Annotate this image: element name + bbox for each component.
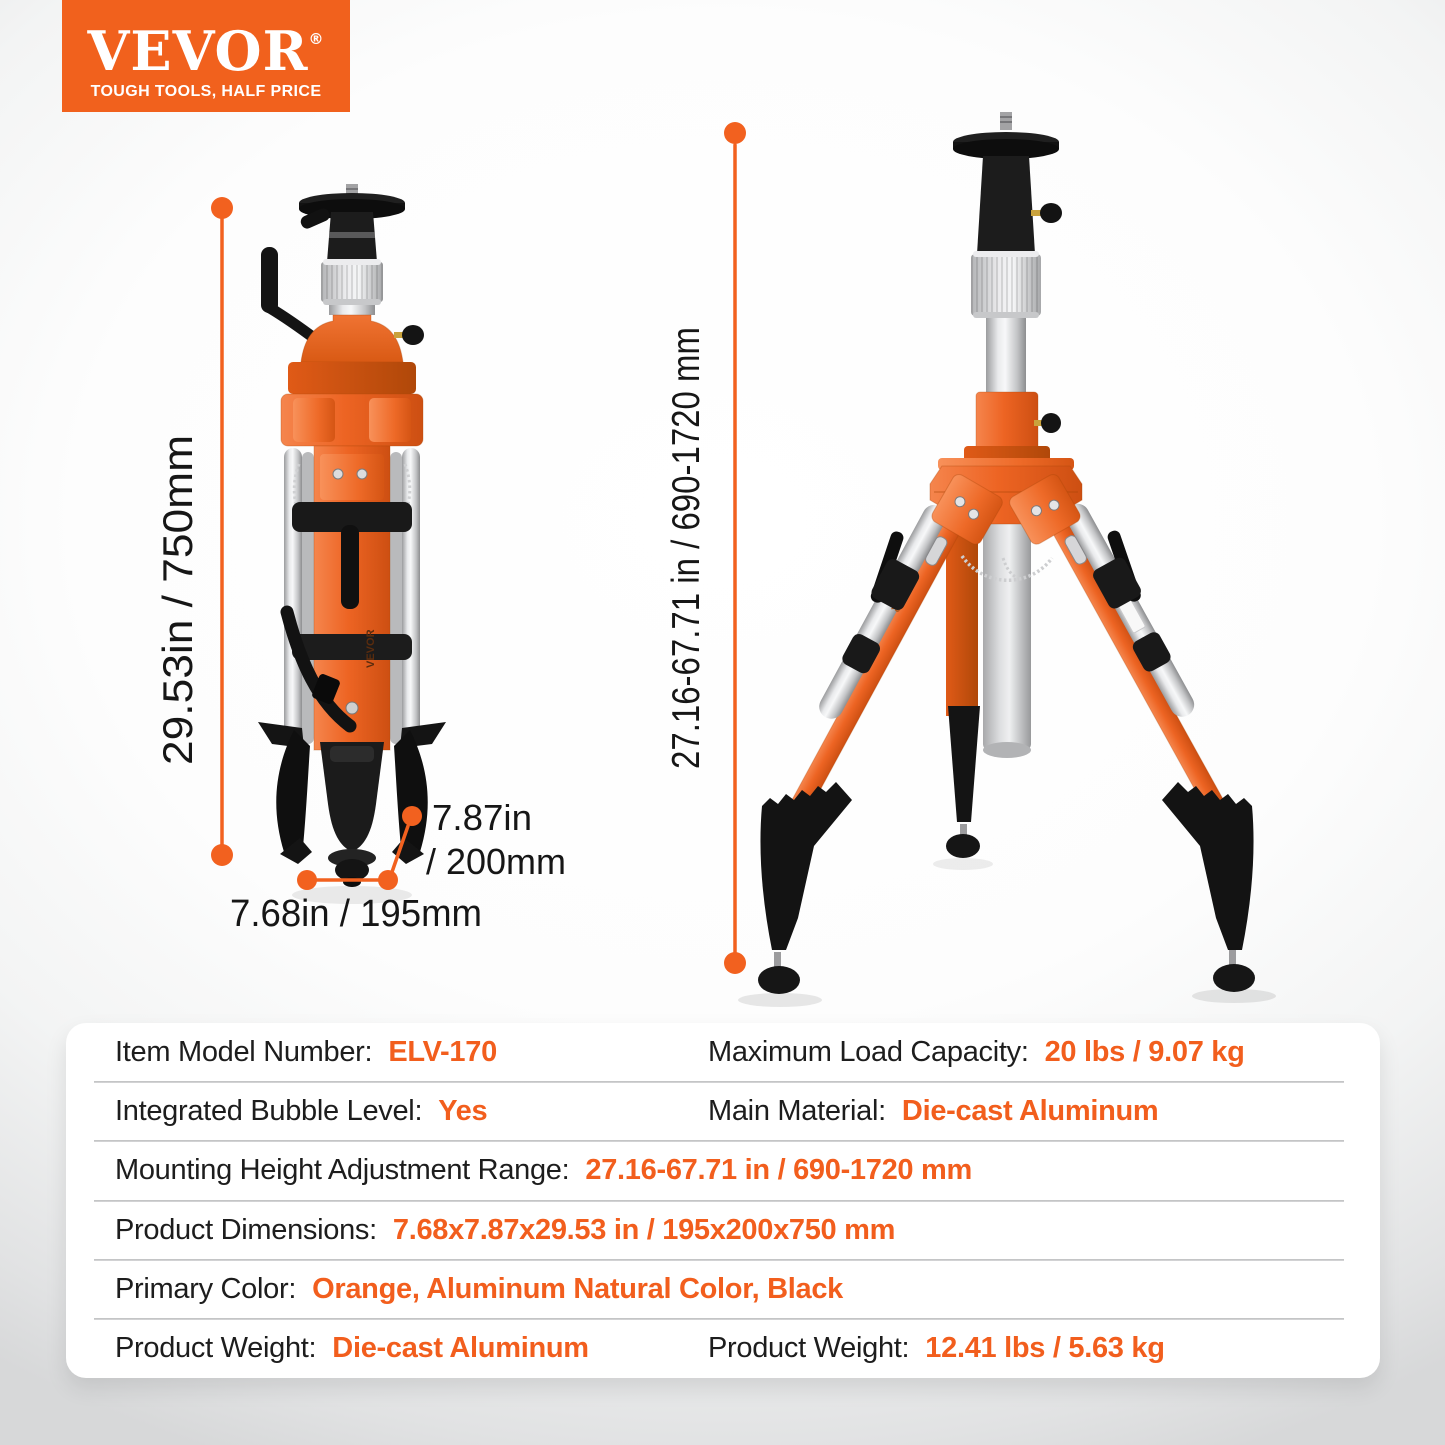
spec-label: Product Dimensions: [115,1213,377,1246]
dimension-callouts [154,122,746,974]
spec-value: 20 lbs / 9.07 kg [1044,1036,1245,1069]
spec-cell [708,1332,1165,1365]
spec-label: Product Weight: [115,1331,317,1364]
spec-value: 27.16-67.71 in / 690-1720 mm [585,1154,972,1187]
folded-tripod-illustration [258,184,446,904]
spec-row-bubble-level [66,1082,1380,1141]
spec-cell [115,1095,708,1128]
spec-value: Die-cast Aluminum [901,1095,1159,1128]
spec-value: ELV-170 [388,1036,497,1069]
spec-value: 7.68x7.87x29.53 in / 195x200x750 mm [392,1213,896,1246]
spec-row-height-range [66,1141,1380,1200]
dimension-dot [211,844,233,866]
foot-depth-label-line2: / 200mm [426,841,566,882]
dimension-dot [402,806,422,826]
spec-label: Primary Color: [115,1272,297,1305]
spec-label: Integrated Bubble Level: [115,1095,423,1128]
dimension-dot [378,870,398,890]
folded-tripod-leg-label: VEVOR [365,629,377,668]
dimension-dot [211,197,233,219]
spec-cell [708,1095,1158,1128]
spec-value: Orange, Aluminum Natural Color, Black [312,1272,843,1305]
registered-mark: ® [308,30,325,48]
spec-label: Item Model Number: [115,1036,373,1069]
spec-cell [115,1273,843,1306]
extended-tripod-illustration [738,112,1276,1007]
spec-label: Maximum Load Capacity: [708,1036,1029,1069]
spec-cell [115,1332,708,1365]
spec-row-color [66,1260,1380,1319]
spec-row-model [66,1023,1380,1082]
spec-cell [115,1154,972,1187]
spec-label: Product Weight: [708,1331,910,1364]
spec-label: Main Material: [708,1095,886,1128]
extended-height-label: 27.16-67.71 in / 690-1720 mm [665,246,708,769]
spec-value: Die-cast Aluminum [332,1331,589,1364]
dimension-dot [724,952,746,974]
foot-width-label: 7.68in / 195mm [230,893,482,935]
brand-tagline: TOUGH TOOLS, HALF PRICE [90,83,322,100]
spec-row-dimensions [66,1201,1380,1260]
spec-value: Yes [438,1095,488,1128]
spec-cell [708,1036,1245,1069]
spec-label: Mounting Height Adjustment Range: [115,1154,570,1187]
foot-depth-label-line1: 7.87in [432,797,532,838]
spec-cell [115,1036,708,1069]
brand-name: VEVOR® [87,19,325,83]
spec-table [66,1023,1380,1378]
spec-cell [115,1214,895,1247]
spec-row-weight [66,1319,1380,1378]
spec-value: 12.41 lbs / 5.63 kg [925,1331,1165,1364]
folded-height-label: 29.53in / 750mm [154,452,201,765]
dimension-dot [724,122,746,144]
dimension-dot [297,870,317,890]
